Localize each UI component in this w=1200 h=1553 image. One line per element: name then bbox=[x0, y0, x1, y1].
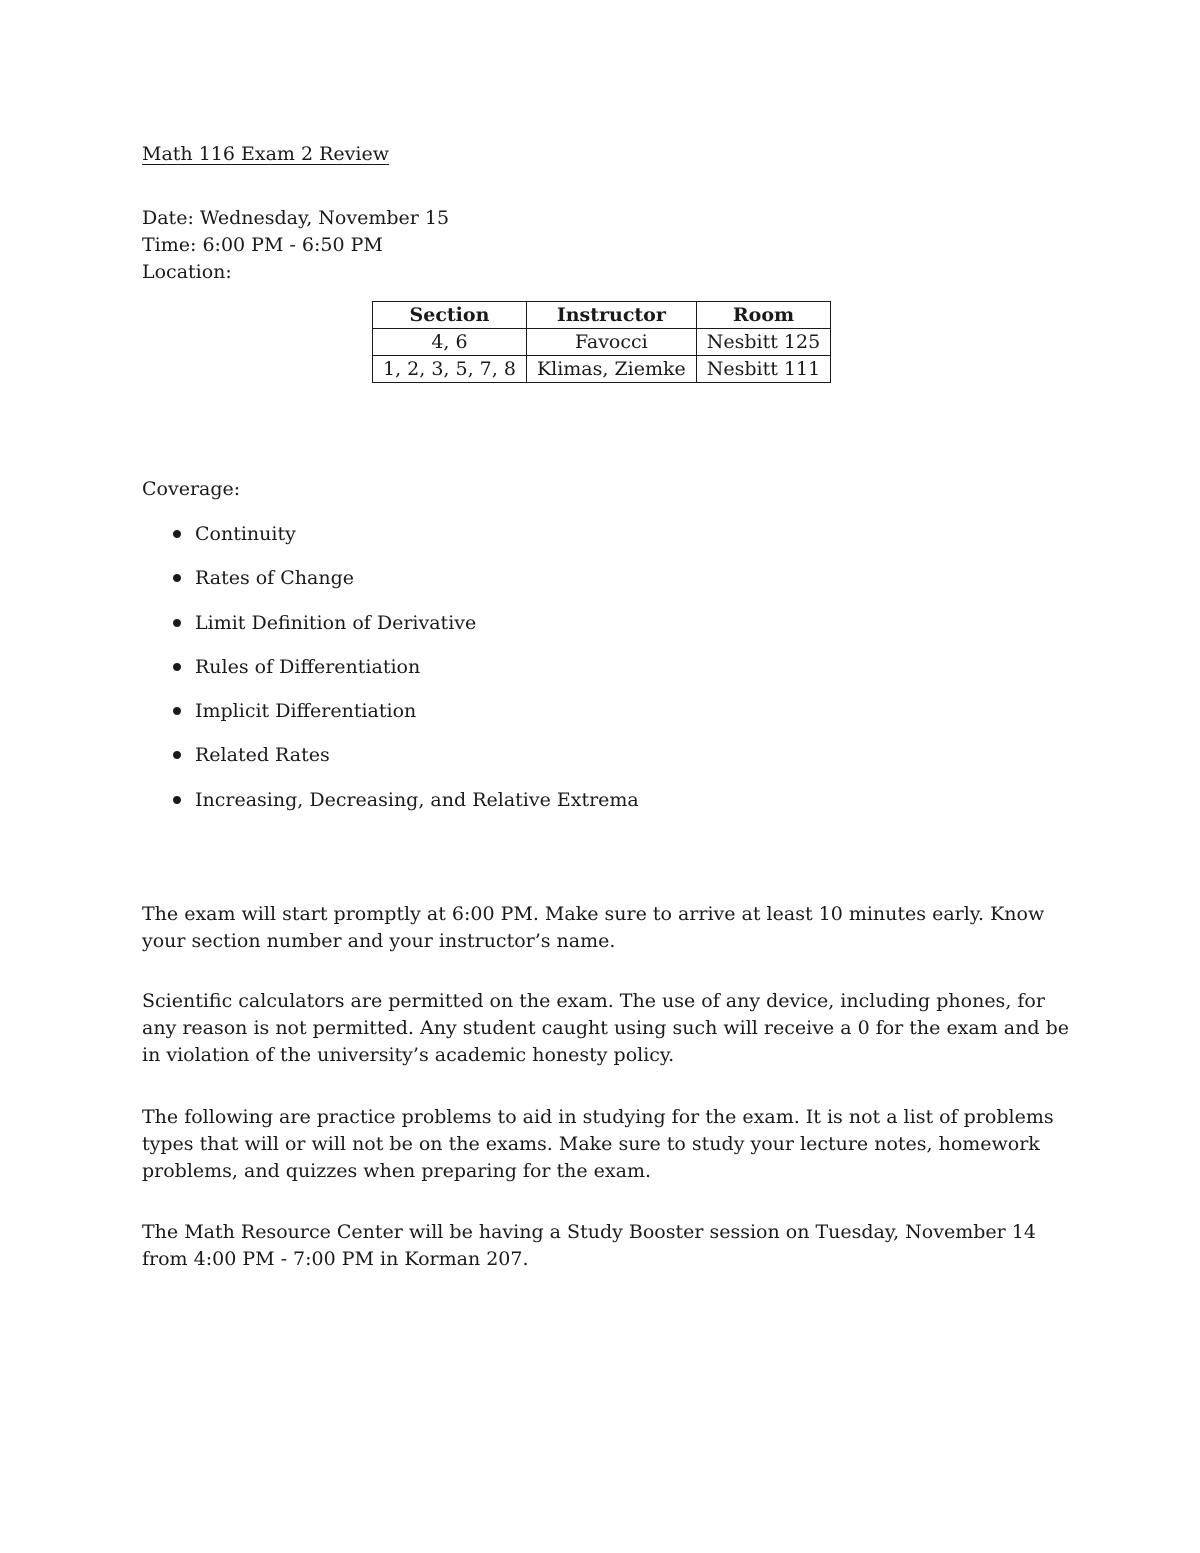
header-instructor: Instructor bbox=[526, 302, 696, 329]
list-item-text: Related Rates bbox=[195, 744, 330, 767]
document-title: Math 116 Exam 2 Review bbox=[142, 143, 389, 165]
table-header-row bbox=[373, 302, 831, 329]
exam-date: Date: Wednesday, November 15 bbox=[142, 207, 450, 229]
list-item bbox=[170, 520, 639, 564]
cell-section: 1, 2, 3, 5, 7, 8 bbox=[373, 356, 527, 383]
cell-room: Nesbitt 111 bbox=[696, 356, 830, 383]
study-booster-paragraph: The Math Resource Center will be having a Study Booster session on Tuesday, November 14 from 4:00 PM - 7:00 PM in Korman 207. bbox=[142, 1221, 1036, 1270]
list-item-text: Increasing, Decreasing, and Relative Extrema bbox=[195, 788, 639, 811]
bullet-icon bbox=[173, 530, 181, 538]
bullet-icon bbox=[173, 707, 181, 715]
list-item bbox=[170, 786, 639, 830]
cell-instructor: Favocci bbox=[526, 329, 696, 356]
list-item-text: Rules of Differentiation bbox=[195, 655, 421, 678]
table-row bbox=[373, 329, 831, 356]
bullet-icon bbox=[173, 751, 181, 759]
coverage-list bbox=[170, 520, 639, 830]
exam-start-paragraph: The exam will start promptly at 6:00 PM. Make sure to arrive at least 10 minutes early. Know your section number and your instructor’s name. bbox=[142, 903, 1045, 952]
bullet-icon bbox=[173, 796, 181, 804]
list-item-text: Limit Definition of Derivative bbox=[195, 611, 477, 634]
exam-location-label: Location: bbox=[142, 261, 232, 283]
list-item-text: Implicit Differentiation bbox=[195, 700, 417, 723]
bullet-icon bbox=[173, 619, 181, 627]
cell-instructor: Klimas, Ziemke bbox=[526, 356, 696, 383]
bullet-icon bbox=[173, 574, 181, 582]
list-item-text: Rates of Change bbox=[195, 567, 354, 590]
location-table bbox=[372, 301, 831, 383]
cell-room: Nesbitt 125 bbox=[696, 329, 830, 356]
list-item bbox=[170, 564, 639, 608]
exam-time: Time: 6:00 PM - 6:50 PM bbox=[142, 234, 383, 256]
coverage-label: Coverage: bbox=[142, 478, 241, 500]
list-item bbox=[170, 697, 639, 741]
list-item bbox=[170, 653, 639, 697]
header-section: Section bbox=[373, 302, 527, 329]
practice-problems-paragraph: The following are practice problems to aid in studying for the exam. It is not a list of problems types that will or will not be on the exams. Make sure to study your lecture notes, homework problems, and quizzes when preparing for the exam. bbox=[142, 1106, 1054, 1182]
table-row bbox=[373, 356, 831, 383]
calculator-policy-paragraph: Scientific calculators are permitted on the exam. The use of any device, including phones, for any reason is not permitted. Any student caught using such will receive a 0 for the exam and be in violation of the university’s academic honesty policy. bbox=[142, 990, 1069, 1066]
header-room: Room bbox=[696, 302, 830, 329]
bullet-icon bbox=[173, 663, 181, 671]
list-item bbox=[170, 609, 639, 653]
list-item bbox=[170, 741, 639, 785]
cell-section: 4, 6 bbox=[373, 329, 527, 356]
list-item-text: Continuity bbox=[195, 523, 296, 545]
